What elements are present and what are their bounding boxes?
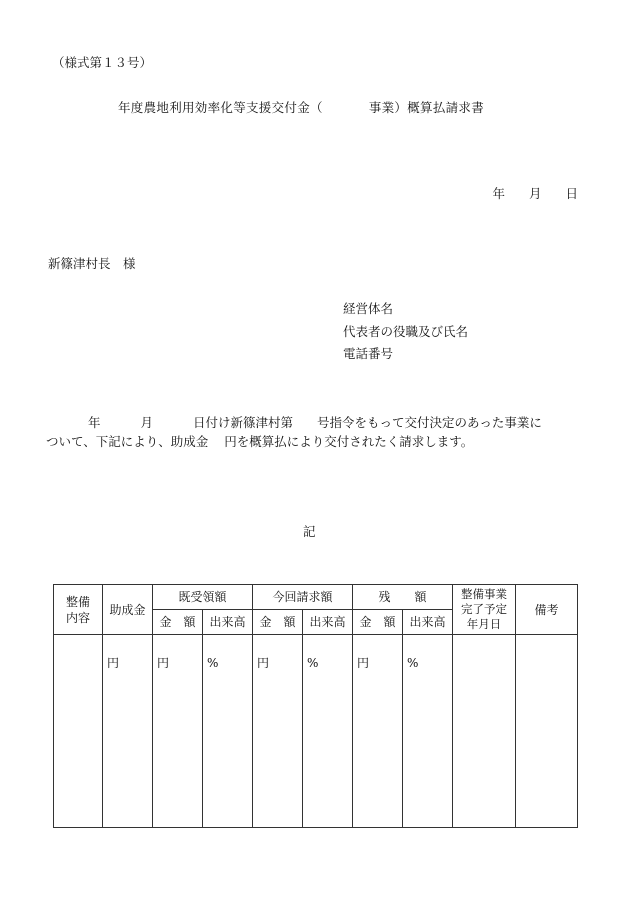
sub-progress-received: 出来高 [203, 610, 253, 635]
addressee: 新篠津村長 様 [48, 256, 136, 271]
cell-item[interactable] [54, 635, 103, 828]
body-year: 年 [88, 415, 101, 430]
sub-progress-remaining: 出来高 [403, 610, 453, 635]
representative-label: 代表者の役職及び氏名 [343, 323, 469, 339]
date-year: 年 [492, 186, 505, 201]
header-grant: 助成金 [103, 585, 153, 635]
header-remaining: 残 額 [353, 585, 453, 610]
title-after: 事業）概算払請求書 [368, 100, 485, 115]
sub-progress-current: 出来高 [303, 610, 353, 635]
date-line [492, 184, 578, 202]
body-request: 円を概算払により交付されたく請求します。 [224, 434, 474, 449]
sub-amount-remaining: 金 額 [353, 610, 403, 635]
date-month: 月 [528, 186, 542, 201]
sub-amount-received: 金 額 [153, 610, 203, 635]
body-date-ref: 日付け新篠津村第 [193, 415, 294, 430]
header-remarks: 備考 [516, 585, 578, 635]
request-body [46, 413, 586, 451]
applicant-block [343, 298, 468, 366]
title-before: 年度農地利用効率化等支援交付金（ [118, 100, 323, 115]
sub-amount-current: 金 額 [253, 610, 303, 635]
header-completion: 整備事業 完了予定 年月日 [453, 585, 516, 635]
cell-completion[interactable] [453, 635, 516, 828]
header-received: 既受領額 [153, 585, 253, 610]
document-title [118, 98, 484, 116]
header-item: 整備 内容 [54, 585, 103, 635]
cell-grant[interactable]: 円 [103, 635, 153, 828]
body-line-1 [46, 413, 586, 432]
grant-table [53, 584, 578, 828]
header-current: 今回請求額 [253, 585, 353, 610]
body-month: 月 [140, 415, 154, 430]
body-decision: 号指令をもって交付決定のあった事業に [317, 415, 542, 430]
phone-label: 電話番号 [343, 346, 394, 361]
cell-received-amount[interactable]: 円 [153, 635, 203, 828]
body-grant: ついて、下記により、助成金 [46, 434, 209, 449]
ki-marker: 記 [303, 524, 316, 539]
entity-name-label: 経営体名 [343, 301, 394, 316]
cell-current-progress[interactable]: % [303, 635, 353, 828]
cell-received-progress[interactable]: % [203, 635, 253, 828]
cell-remaining-progress[interactable]: % [403, 635, 453, 828]
date-day: 日 [565, 186, 578, 201]
cell-remarks[interactable] [516, 635, 578, 828]
form-number: （様式第１３号） [52, 55, 153, 70]
cell-current-amount[interactable]: 円 [253, 635, 303, 828]
body-line-2 [46, 432, 586, 451]
cell-remaining-amount[interactable]: 円 [353, 635, 403, 828]
